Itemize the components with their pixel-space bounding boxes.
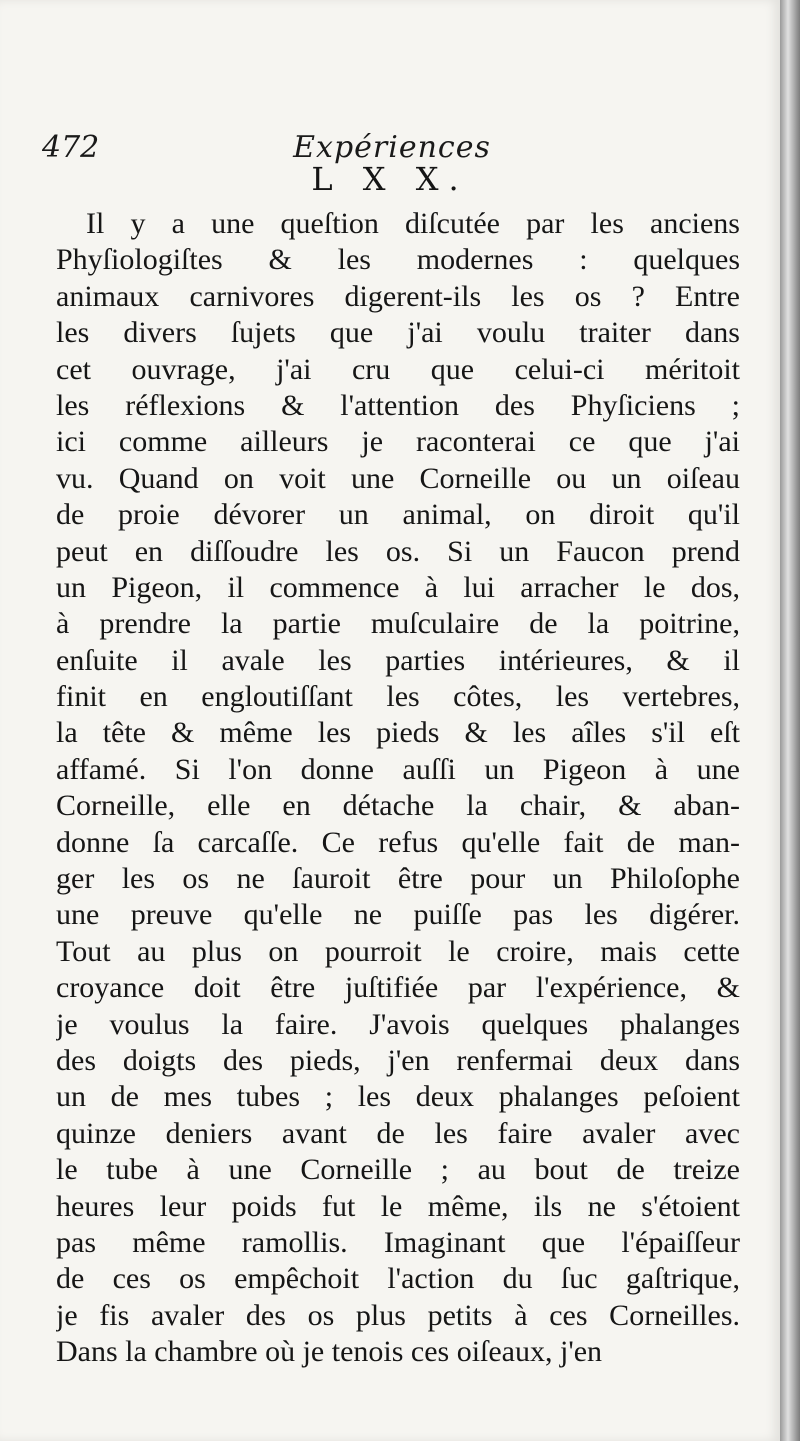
text-line: le tube à une Corneille ; au bout de treize <box>56 1153 740 1187</box>
text-line: heures leur poids fut le même, ils ne s'étoient <box>56 1189 740 1223</box>
text-line: Corneille, elle en détache la chair, & aban- <box>56 789 740 823</box>
text-line: des doigts des pieds, j'en renfermai deux dans <box>56 1043 740 1077</box>
text-line: je fis avaler des os plus petits à ces Corneilles. <box>56 1298 740 1332</box>
text-line: affamé. Si l'on donne auſſi un Pigeon à une <box>56 752 740 786</box>
text-line: à prendre la partie muſculaire de la poitrine, <box>56 607 740 641</box>
text-line: Il y a une queſtion diſcutée par les anciens <box>86 207 740 240</box>
text-line: de ces os empêchoit l'action du ſuc gaſtrique, <box>56 1262 740 1296</box>
text-line: de proie dévorer un animal, on diroit qu'il <box>56 498 740 532</box>
text-line: je voulus la faire. J'avois quelques phalanges <box>56 1007 740 1041</box>
text-line: Tout au plus on pourroit le croire, mais cette <box>56 934 740 968</box>
page-number: 472 <box>42 130 100 165</box>
text-line: enſuite il avale les parties intérieures, & il <box>56 643 740 677</box>
text-line: peut en diſſoudre les os. Si un Faucon prend <box>56 534 740 568</box>
text-line: un Pigeon, il commence à lui arracher le dos, <box>56 570 740 604</box>
text-line: un de mes tubes ; les deux phalanges peſoient <box>56 1080 740 1114</box>
text-line: une preuve qu'elle ne puiſſe pas les digérer. <box>56 898 740 932</box>
text-line: la tête & même les pieds & les aîles s'il eſt <box>56 716 740 750</box>
text-line: les réflexions & l'attention des Phyſiciens ; <box>56 388 740 422</box>
text-line: Phyſiologiſtes & les modernes : quelques <box>56 243 740 277</box>
text-line: animaux carnivores digerent-ils les os ? Entre <box>56 279 740 313</box>
text-line: quinze deniers avant de les faire avaler avec <box>56 1116 740 1150</box>
text-line: Dans la chambre où je tenois ces oiſeaux, j'en <box>56 1335 603 1369</box>
text-line: vu. Quand on voit une Corneille ou un oiſeau <box>56 461 740 495</box>
text-line: croyance doit être juſtifiée par l'expérience, & <box>56 971 740 1005</box>
body-text <box>56 206 740 1371</box>
text-line: les divers ſujets que j'ai voulu traiter dans <box>56 316 740 350</box>
text-line: ici comme ailleurs je raconterai ce que j'ai <box>56 425 740 459</box>
section-number: L X X. <box>311 160 469 198</box>
text-line: cet ouvrage, j'ai cru que celui-ci méritoit <box>56 352 740 386</box>
text-line: donne ſa carcaſſe. Ce refus qu'elle fait de man- <box>56 825 740 859</box>
running-title: Expériences <box>293 130 491 165</box>
page-edge <box>780 0 800 1441</box>
text-line: finit en engloutiſſant les côtes, les vertebres, <box>56 680 740 714</box>
text-line: ger les os ne ſauroit être pour un Philoſophe <box>56 862 740 896</box>
text-line: pas même ramollis. Imaginant que l'épaiſſeur <box>56 1225 740 1259</box>
